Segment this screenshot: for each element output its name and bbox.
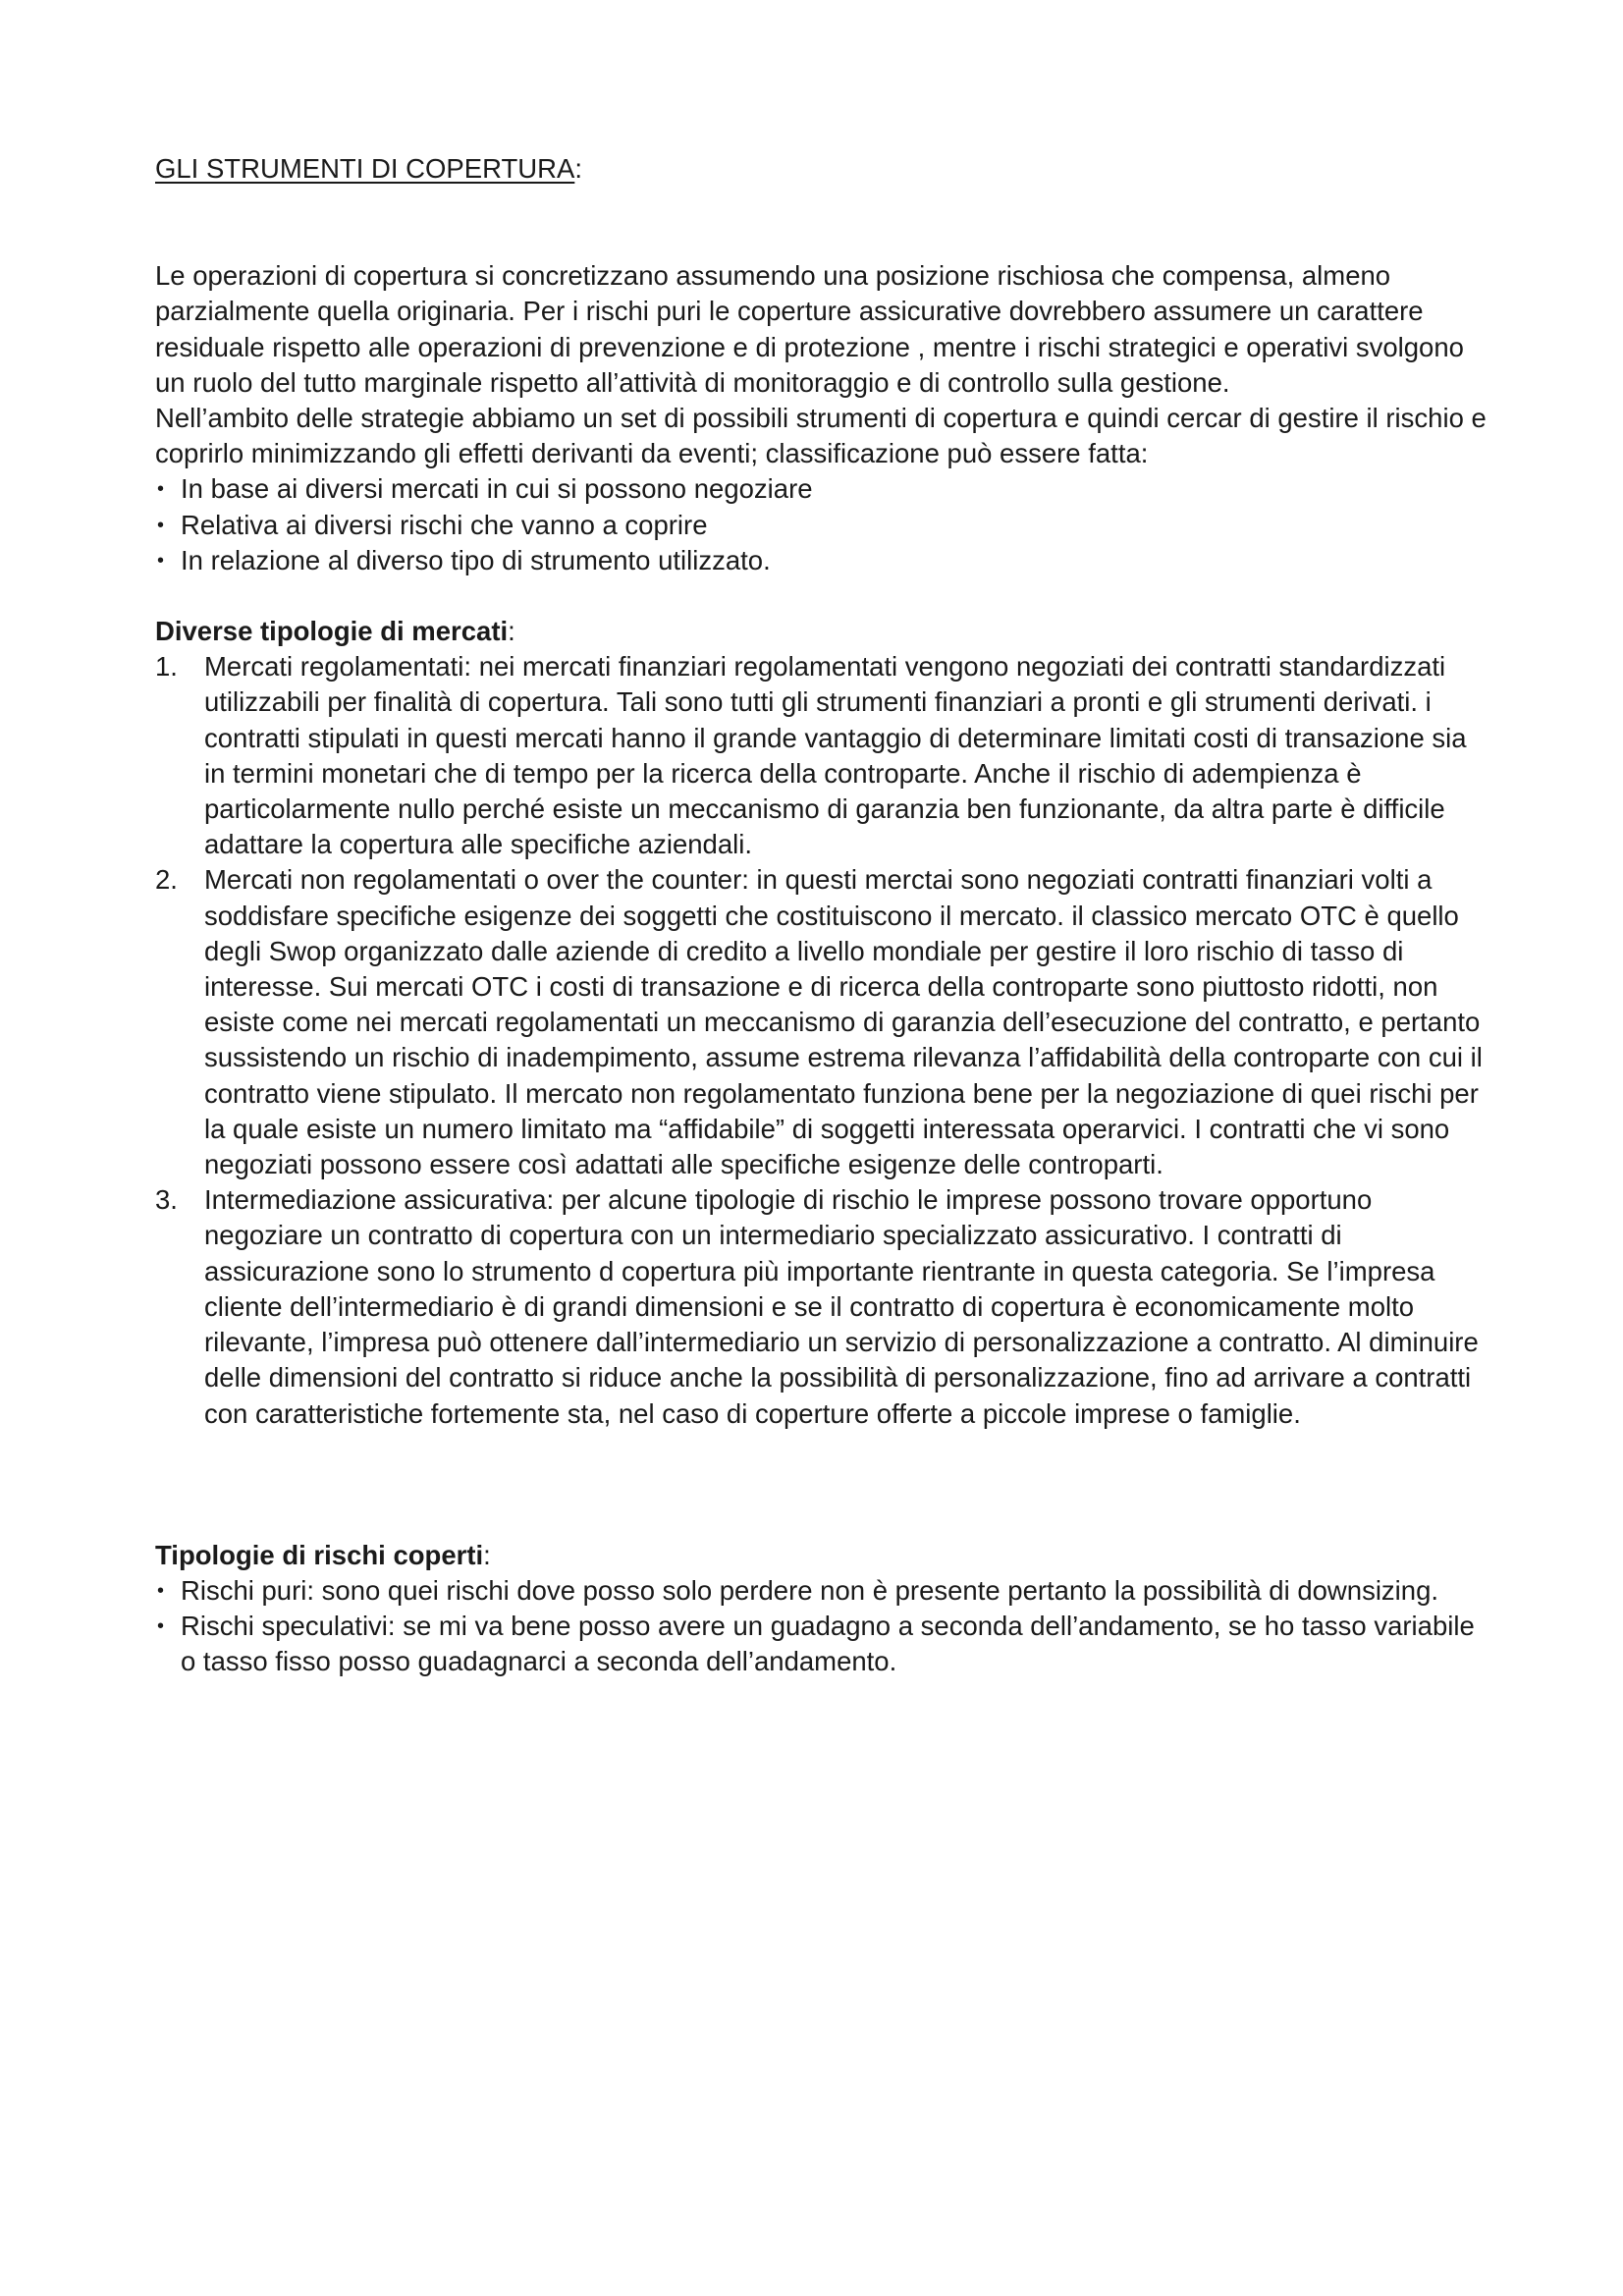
document-title-colon: : [574,153,582,184]
risks-heading [155,1538,1490,1573]
bullet-icon: • [157,514,165,536]
list-item [155,508,1490,543]
list-item-text: Mercati non regolamentati o over the counter: in questi merctai sono negoziati contratti finanziari volti a soddisfare specifiche esigenze dei soggetti che costituiscono il mercato. il classico mercato OTC è quello degli Swop organizzato dalle aziende di credito a livello mondiale per gestire il loro rischio di tasso di interesse. Sui mercati OTC i costi di transazione e di ricerca della controparte sono piuttosto ridotti, non esiste come nei mercati regolamentati un meccanismo di garanzia dell’esecuzione del contratto, e pertanto sussistendo un rischio di inadempimento, assume estrema rilevanza l’affidabilità della controparte con cui il contratto viene stipulato. Il mercato non regolamentato funziona bene per la negoziazione di quei rischi per la quale esiste un numero limitato ma “affidabile” di soggetti interessata operarvici. I contratti che vi sono negoziati possono essere così adattati alle specifiche esigenze delle controparti. [204,864,1483,1180]
list-item [155,471,1490,507]
list-item-text: Mercati regolamentati: nei mercati finanziari regolamentati vengono negoziati dei contratti standardizzati utilizzabili per finalità di copertura. Tali sono tutti gli strumenti finanziari a pronti e gli strumenti derivati. i contratti stipulati in questi mercati hanno il grande vantaggio di determinare limitati costi di transazione sia in termini monetari che di tempo per la ricerca della controparte. Anche il rischio di adempienza è particolarmente nullo perché esiste un meccanismo di garanzia ben funzionante, da altra parte è difficile adattare la copertura alle specifiche aziendali. [204,651,1467,860]
list-item [155,1609,1490,1679]
document-title-text: GLI STRUMENTI DI COPERTURA [155,153,575,184]
list-item-text: Rischi puri: sono quei rischi dove posso solo perdere non è presente pertanto la possibilità di downsizing. [181,1574,1439,1606]
spacer [155,578,1490,614]
document-page [155,151,1490,1680]
list-item [155,543,1490,578]
risks-heading-colon: : [483,1539,491,1570]
list-item-text: In base ai diversi mercati in cui si possono negoziare [181,473,813,505]
spacer [155,187,1490,258]
bullet-icon: • [157,1579,165,1602]
markets-heading-colon: : [508,616,515,647]
document-title [155,151,1490,187]
list-item-text: Intermediazione assicurativa: per alcune tipologie di rischio le imprese possono trovare opportuno negoziare un contratto di copertura con un intermediario specializzato assicurativo. I contratti di assicurazione sono lo strumento d copertura più importante rientrante in questa categoria. Se l’impresa cliente dell’intermediario è di grandi dimensioni e se il contratto di copertura è economicamente molto rilevante, l’impresa può ottenere dall’intermediario un servizio di personalizzazione a contratto. Al diminuire delle dimensioni del contratto si riduce anche la possibilità di personalizzazione, fino ad arrivare a contratti con caratteristiche fortemente sta, nel caso di coperture offerte a piccole imprese o famiglie. [204,1184,1479,1429]
list-item-number: 1. [155,651,178,683]
list-item-text: In relazione al diverso tipo di strumento utilizzato. [181,544,771,575]
markets-heading [155,614,1490,649]
list-item-text: Rischi speculativi: se mi va bene posso avere un guadagno a seconda dell’andamento, se ho tasso variabile o tasso fisso posso guadagnarci a seconda dell’andamento. [181,1611,1475,1677]
risks-heading-text: Tipologie di rischi coperti [155,1539,484,1570]
intro-paragraph-2: Nell’ambito delle strategie abbiamo un set di possibili strumenti di copertura e quindi cercar di gestire il rischio e coprirlo minimizzando gli effetti derivanti da eventi; classificazione può essere fatta: [155,403,1487,469]
list-item [155,1182,1490,1431]
intro-paragraph-1: Le operazioni di copertura si concretizzano assumendo una posizione rischiosa che compensa, almeno parzialmente quella originaria. Per i rischi puri le coperture assicurative dovrebbero assumere un carattere residuale rispetto alle operazioni di prevenzione e di protezione , mentre i rischi strategici e operativi svolgono un ruolo del tutto marginale rispetto all’attività di monitoraggio e di controllo sulla gestione. [155,260,1464,398]
list-item [155,649,1490,862]
list-item [155,1573,1490,1609]
spacer [155,1432,1490,1538]
bullet-icon: • [157,478,165,501]
list-item [155,862,1490,1182]
classification-list [155,471,1490,578]
list-item-number: 2. [155,864,178,896]
bullet-icon: • [157,1615,165,1638]
markets-list [155,649,1490,1431]
list-item-text: Relativa ai diversi rischi che vanno a coprire [181,509,708,540]
markets-heading-text: Diverse tipologie di mercati [155,616,509,647]
list-item-number: 3. [155,1184,178,1216]
bullet-icon: • [157,549,165,572]
risks-list [155,1573,1490,1680]
